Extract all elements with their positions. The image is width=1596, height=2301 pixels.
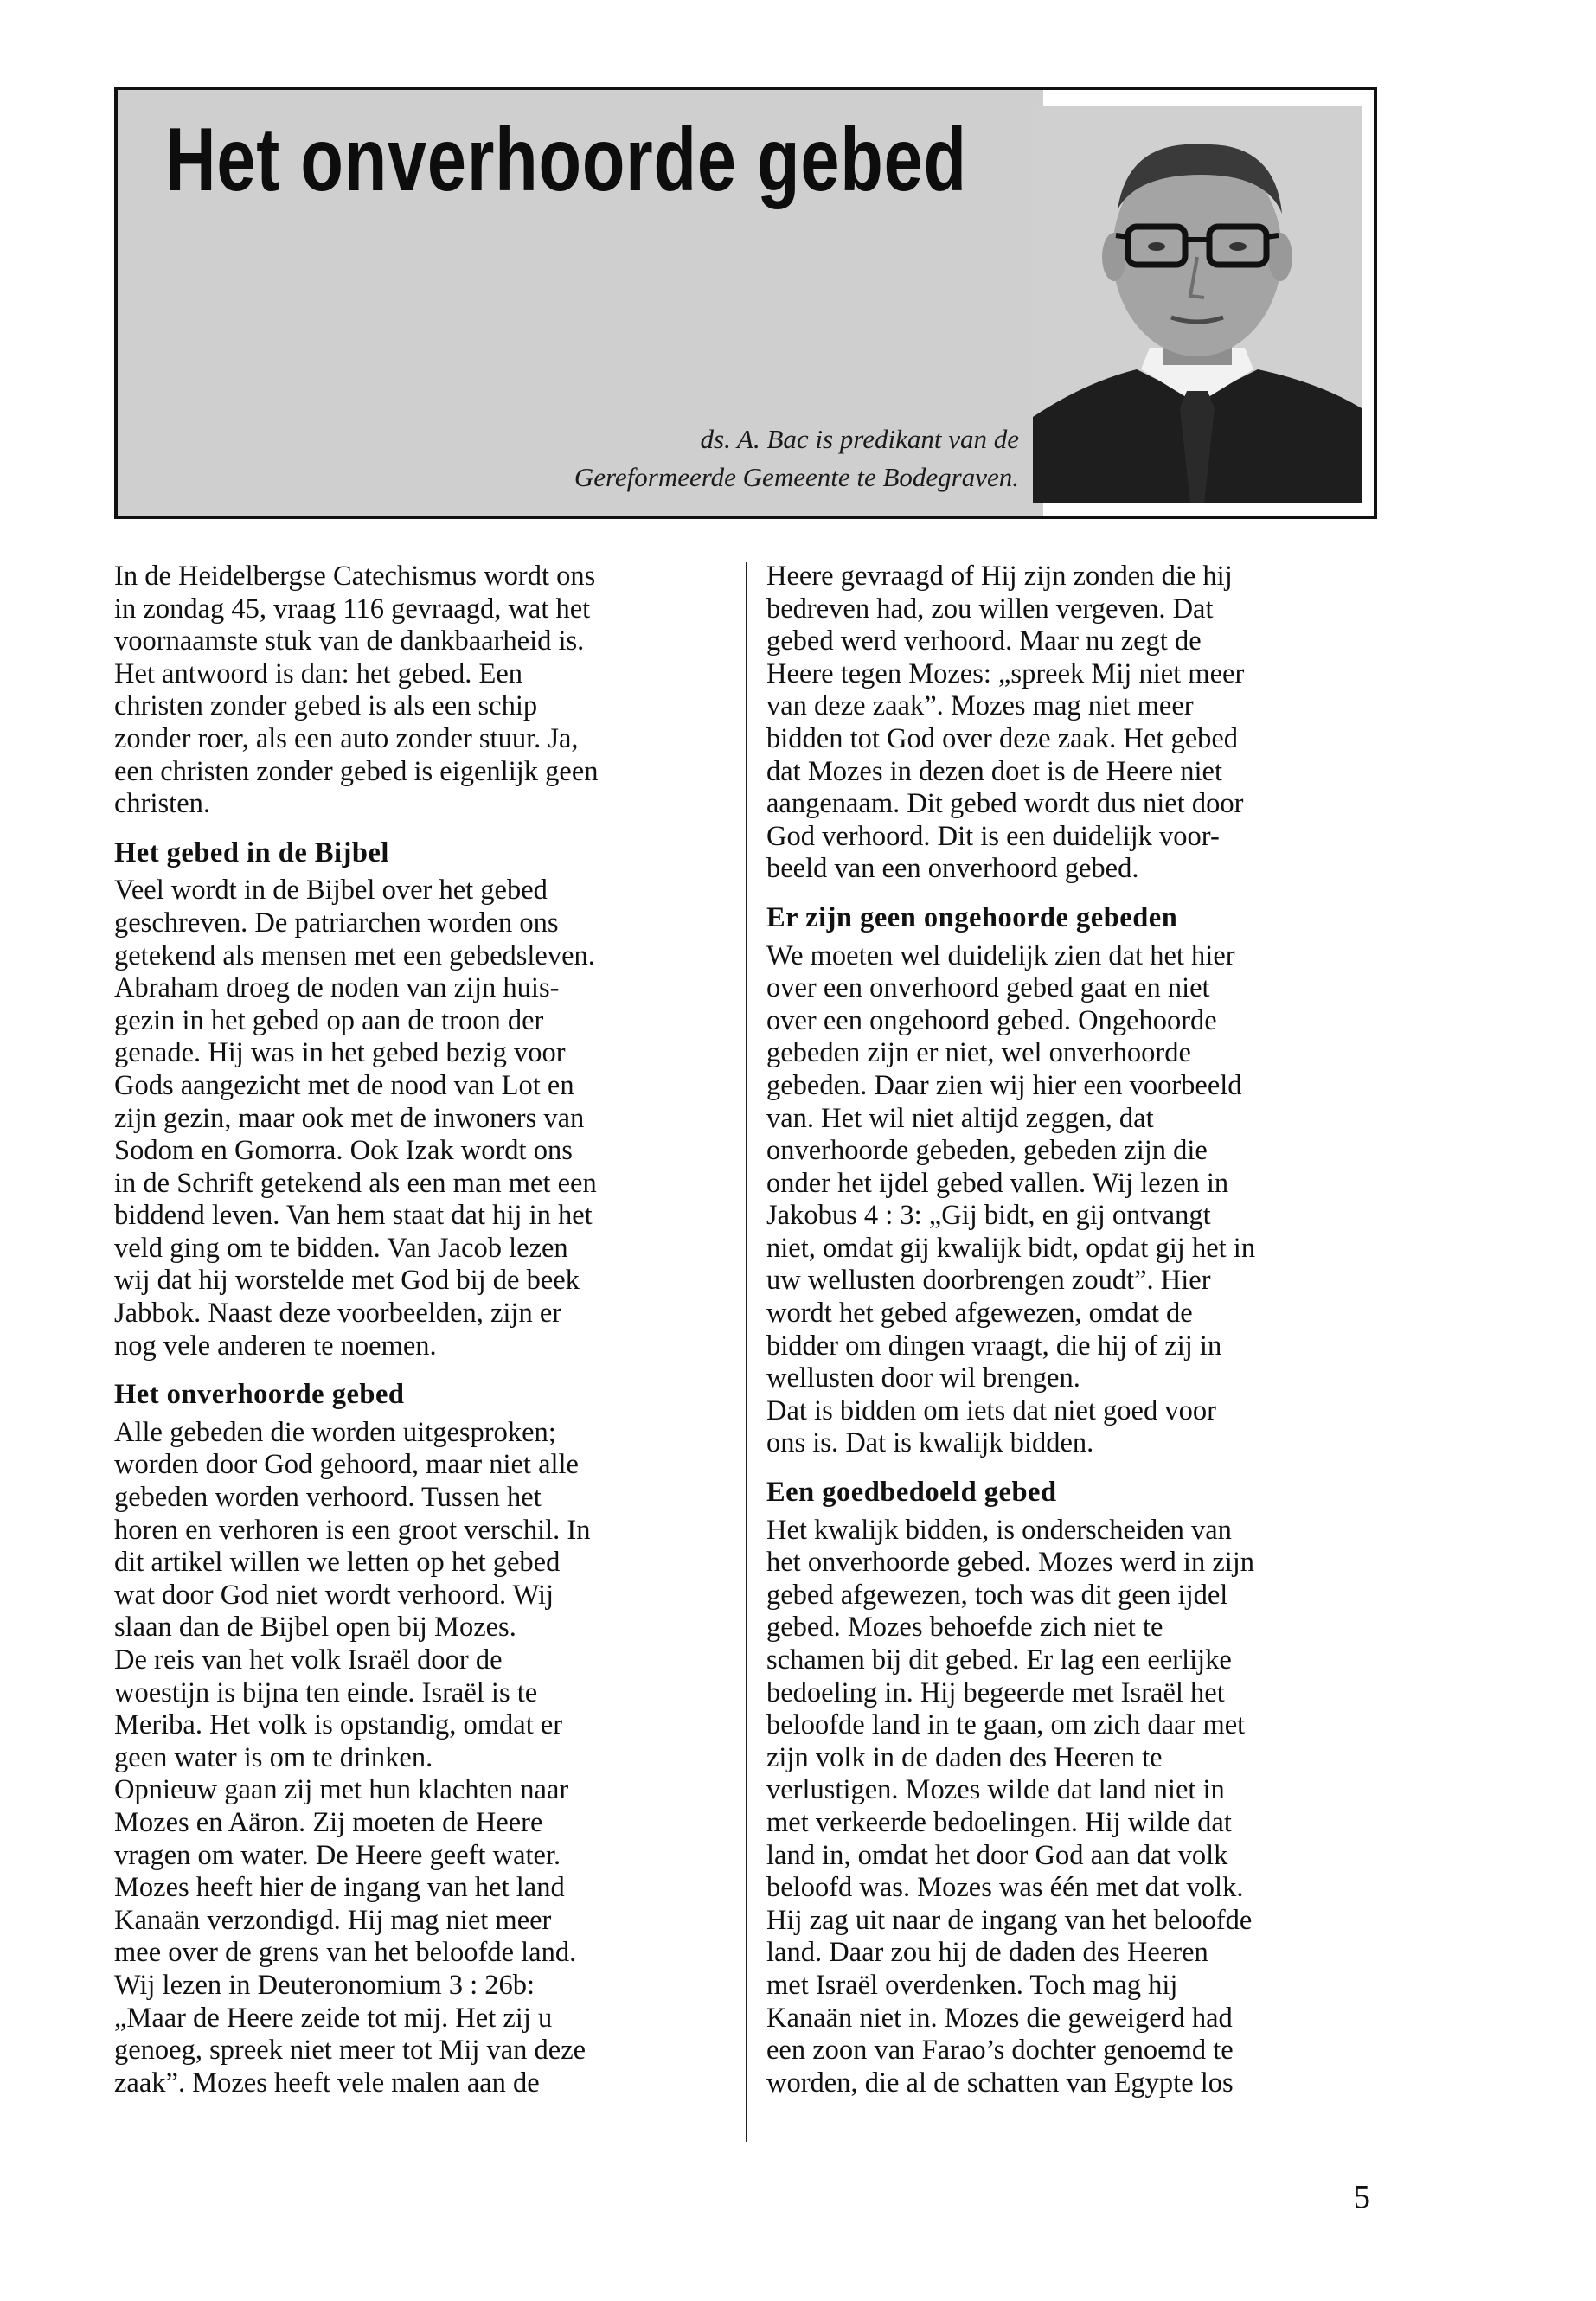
paragraph-onverhoord [114, 1417, 728, 2099]
text-line: genoeg, spreek niet meer tot Mij van deze [114, 2035, 586, 2067]
author-portrait [1033, 106, 1362, 503]
text-line: mee over de grens van het beloofde land. [114, 1937, 577, 1969]
text-line: onverhoorde gebeden, gebeden zijn die [766, 1135, 1208, 1167]
text-line: woestijn is bijna ten einde. Israël is te [114, 1676, 538, 1708]
text-line: land in, omdat het door God aan dat volk [766, 1839, 1228, 1871]
text-line: dit artikel willen we letten op het gebed [114, 1547, 561, 1579]
author-caption [574, 420, 1019, 497]
text-line: over een onverhoord gebed gaat en niet [766, 972, 1210, 1004]
text-line: christen. [114, 788, 211, 820]
text-line: ons is. Dat is kwalijk bidden. [766, 1427, 1094, 1459]
column-divider [746, 562, 747, 2142]
text-line: Het antwoord is dan: het gebed. Een [114, 657, 523, 689]
right-column [766, 561, 1381, 2099]
text-line: het onverhoorde gebed. Mozes werd in zijn [766, 1547, 1255, 1579]
paragraph-goedbedoeld [766, 1515, 1381, 2100]
text-line: beeld van een onverhoord gebed. [766, 853, 1139, 885]
header-background [118, 90, 1043, 516]
text-line: in zondag 45, vraag 116 gevraagd, wat het [114, 593, 591, 625]
text-line: beloofd was. Mozes was één met dat volk. [766, 1872, 1244, 1904]
text-line: Jakobus 4 : 3: „Gij bidt, en gij ontvangt [766, 1200, 1211, 1232]
paragraph-intro [114, 561, 728, 821]
text-line: wordt het gebed afgewezen, omdat de [766, 1298, 1193, 1330]
text-line: zonder roer, als een auto zonder stuur. Ja, [114, 722, 579, 754]
text-line: slaan dan de Bijbel open bij Mozes. [114, 1612, 516, 1644]
text-line: getekend als mensen met een gebedsleven. [114, 939, 595, 971]
text-line: Mozes en Aäron. Zij moeten de Heere [114, 1806, 543, 1838]
text-line: biddend leven. Van hem staat dat hij in het [114, 1200, 593, 1232]
text-line: wij dat hij worstelde met God bij de beek [114, 1265, 580, 1297]
text-line: gebed. Mozes behoefde zich niet te [766, 1612, 1163, 1644]
section-heading: Een goedbedoeld gebed [766, 1477, 1057, 1509]
text-line: Dat is bidden om iets dat niet goed voor [766, 1394, 1216, 1426]
text-line: gezin in het gebed op aan de troon der [114, 1004, 544, 1036]
text-line: Heere gevraagd of Hij zijn zonden die hij [766, 561, 1233, 592]
text-line: Hij zag uit naar de ingang van het beloofde [766, 1904, 1253, 1936]
text-line: geschreven. De patriarchen worden ons [114, 907, 559, 939]
text-line: Meriba. Het volk is opstandig, omdat er [114, 1709, 563, 1741]
caption-line-1: ds. A. Bac is predikant van de [700, 424, 1019, 454]
text-line: christen zonder gebed is als een schip [114, 690, 538, 722]
article-title: Het onverhoorde gebed [165, 110, 967, 210]
text-line: bedreven had, zou willen vergeven. Dat [766, 593, 1214, 625]
section-heading: Er zijn geen ongehoorde gebeden [766, 901, 1178, 933]
text-line: Wij lezen in Deuteronomium 3 : 26b: [114, 1969, 535, 2001]
text-line: gebeden worden verhoord. Tussen het [114, 1482, 542, 1514]
text-line: nog vele anderen te noemen. [114, 1330, 437, 1362]
text-line: van deze zaak”. Mozes mag niet meer [766, 690, 1194, 722]
text-line: beloofde land in te gaan, om zich daar met [766, 1709, 1246, 1741]
text-line: Mozes heeft hier de ingang van het land [114, 1872, 565, 1904]
article-header [114, 87, 1377, 519]
text-line: Kanaän niet in. Mozes die geweigerd had [766, 2002, 1233, 2034]
text-line: gebeden zijn er niet, wel onverhoorde [766, 1037, 1191, 1069]
text-line: onder het ijdel gebed vallen. Wij lezen in [766, 1167, 1229, 1199]
paragraph-continued [766, 561, 1381, 886]
text-line: Veel wordt in de Bijbel over het gebed [114, 875, 548, 907]
text-line: zijn volk in de daden des Heeren te [766, 1741, 1163, 1773]
page-number: 5 [1354, 2179, 1370, 2215]
caption-line-2: Gereformeerde Gemeente te Bodegraven. [574, 462, 1019, 492]
text-line: horen en verhoren is een groot verschil. In [114, 1514, 591, 1546]
text-line: geen water is om te drinken. [114, 1741, 433, 1773]
text-line: gebed werd verhoord. Maar nu zegt de [766, 625, 1202, 657]
text-line: een zoon van Farao’s dochter genoemd te [766, 2035, 1234, 2067]
text-line: worden, die al de schatten van Egypte los [766, 2067, 1234, 2099]
text-line: genade. Hij was in het gebed bezig voor [114, 1037, 566, 1069]
text-line: Gods aangezicht met de nood van Lot en [114, 1069, 574, 1101]
text-line: God verhoord. Dit is een duidelijk voor- [766, 820, 1220, 852]
text-line: De reis van het volk Israël door de [114, 1644, 503, 1676]
section-heading: Het onverhoorde gebed [114, 1379, 405, 1411]
text-line: gebed afgewezen, toch was dit geen ijdel [766, 1579, 1228, 1611]
text-line: vragen om water. De Heere geeft water. [114, 1839, 561, 1871]
text-line: in de Schrift getekend als een man met een [114, 1167, 597, 1199]
text-line: niet, omdat gij kwalijk bidt, opdat gij het in [766, 1232, 1256, 1264]
text-line: „Maar de Heere zeide tot mij. Het zij u [114, 2002, 553, 2034]
text-line: zijn gezin, maar ook met de inwoners van [114, 1102, 585, 1134]
text-line: wellusten door wil brengen. [766, 1362, 1080, 1394]
text-line: We moeten wel duidelijk zien dat het hier [766, 939, 1235, 971]
text-line: bidder om dingen vraagt, die hij of zij in [766, 1330, 1222, 1362]
text-line: Alle gebeden die worden uitgesproken; [114, 1416, 556, 1448]
text-line: Het kwalijk bidden, is onderscheiden van [766, 1514, 1232, 1546]
text-line: Abraham droeg de noden van zijn huis- [114, 972, 560, 1004]
text-line: Jabbok. Naast deze voorbeelden, zijn er [114, 1298, 562, 1330]
left-column [114, 561, 728, 2099]
text-line: met verkeerde bedoelingen. Hij wilde dat [766, 1806, 1232, 1838]
text-line: Sodom en Gomorra. Ook Izak wordt ons [114, 1135, 573, 1167]
text-line: zaak”. Mozes heeft vele malen aan de [114, 2067, 540, 2099]
text-line: Kanaän verzondigd. Hij mag niet meer [114, 1904, 552, 1936]
text-line: schamen bij dit gebed. Er lag een eerlijke [766, 1644, 1232, 1676]
text-line: uw wellusten doorbrengen zoudt”. Hier [766, 1265, 1211, 1297]
text-line: Opnieuw gaan zij met hun klachten naar [114, 1774, 569, 1806]
paragraph-ongehoord [766, 940, 1381, 1461]
text-line: over een ongehoord gebed. Ongehoorde [766, 1004, 1217, 1036]
text-line: veld ging om te bidden. Van Jacob lezen [114, 1232, 568, 1264]
text-line: bedoeling in. Hij begeerde met Israël het [766, 1676, 1225, 1708]
section-heading: Het gebed in de Bijbel [114, 836, 389, 868]
text-line: verlustigen. Mozes wilde dat land niet in [766, 1774, 1225, 1806]
text-line: land. Daar zou hij de daden des Heeren [766, 1937, 1208, 1969]
text-line: dat Mozes in dezen doet is de Heere niet [766, 755, 1223, 787]
text-line: een christen zonder gebed is eigenlijk geen [114, 755, 599, 787]
portrait-illustration [1033, 106, 1362, 503]
text-line: aangenaam. Dit gebed wordt dus niet door [766, 788, 1244, 820]
text-line: In de Heidelbergse Catechismus wordt ons [114, 561, 596, 592]
text-line: met Israël overdenken. Toch mag hij [766, 1969, 1178, 2001]
paragraph-bijbel [114, 875, 728, 1362]
text-line: worden door God gehoord, maar niet alle [114, 1449, 579, 1481]
text-line: bidden tot God over deze zaak. Het gebed [766, 722, 1239, 754]
text-line: van. Het wil niet altijd zeggen, dat [766, 1102, 1154, 1134]
text-line: gebeden. Daar zien wij hier een voorbeeld [766, 1069, 1242, 1101]
text-line: Heere tegen Mozes: „spreek Mij niet meer [766, 657, 1245, 689]
text-line: voornaamste stuk van de dankbaarheid is. [114, 625, 585, 657]
text-line: wat door God niet wordt verhoord. Wij [114, 1579, 554, 1611]
